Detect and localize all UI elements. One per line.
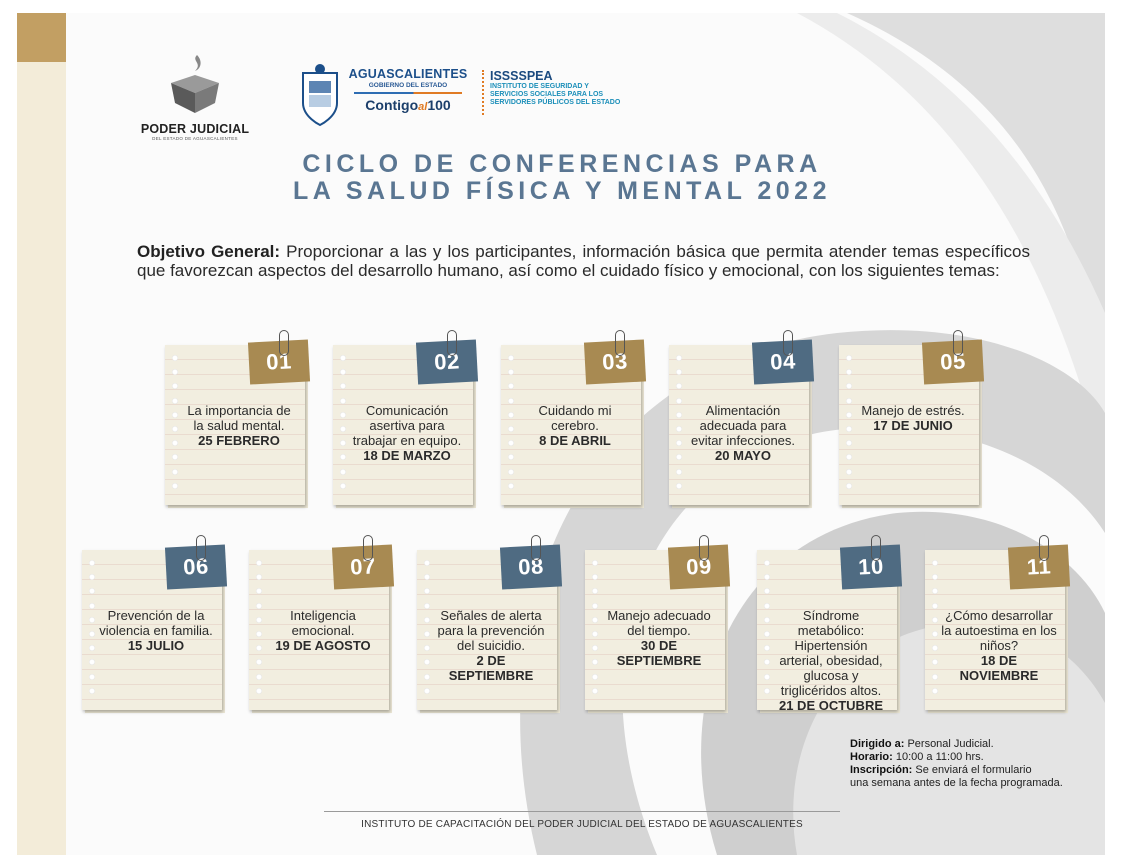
note-hole <box>592 588 598 594</box>
note-hole <box>172 426 178 432</box>
note-hole <box>676 369 682 375</box>
note-hole <box>846 355 852 361</box>
note-hole <box>508 355 514 361</box>
note-date: 20 MAYO <box>715 448 771 463</box>
note-hole <box>764 631 770 637</box>
conference-note <box>925 550 1065 710</box>
conference-note <box>757 550 897 713</box>
note-hole <box>340 440 346 446</box>
note-hole <box>846 483 852 489</box>
note-holes <box>932 560 938 702</box>
note-hole <box>172 469 178 475</box>
paperclip-icon <box>447 330 457 356</box>
objective-text: Proporcionar a las y los participantes, información básica que permita atender temas específicos que favorezcan aspectos del desarrollo humano, así como el cuidado físico y emocional, con los siguientes temas: <box>137 242 1031 280</box>
note-holes <box>340 355 346 497</box>
note-number-tag: 05 <box>922 339 984 384</box>
note-hole <box>846 440 852 446</box>
note-hole <box>424 574 430 580</box>
paperclip-icon <box>279 330 289 356</box>
note-hole <box>424 631 430 637</box>
note-hole <box>256 560 262 566</box>
note-hole <box>424 617 430 623</box>
horario-row <box>850 751 1090 764</box>
note-hole <box>508 469 514 475</box>
conference-note <box>417 550 557 710</box>
note-hole <box>508 454 514 460</box>
note-topic: Cuidando mi cerebro. <box>538 403 612 433</box>
note-date: 18 DE MARZO <box>363 448 451 463</box>
note-hole <box>846 398 852 404</box>
note-hole <box>932 617 938 623</box>
left-accent-bar <box>17 13 66 855</box>
note-holes <box>256 560 262 702</box>
note-hole <box>172 355 178 361</box>
dirigido-row <box>850 738 1090 751</box>
note-hole <box>340 412 346 418</box>
note-hole <box>592 659 598 665</box>
note-hole <box>592 674 598 680</box>
note-hole <box>764 688 770 694</box>
main-title-line-1: CICLO DE CONFERENCIAS PARA <box>302 150 822 178</box>
note-hole <box>89 659 95 665</box>
conference-note <box>249 550 389 710</box>
dirigido-value: Personal Judicial. <box>904 738 994 750</box>
note-hole <box>508 426 514 432</box>
note-holes <box>89 560 95 702</box>
paperclip-icon <box>196 535 206 561</box>
note-hole <box>592 688 598 694</box>
note-hole <box>172 398 178 404</box>
note-hole <box>676 398 682 404</box>
note-hole <box>256 574 262 580</box>
issspea-name: ISSSSPEA <box>490 69 553 83</box>
note-topic: ¿Cómo desarrollar la autoestima en los niños? <box>941 608 1057 653</box>
note-hole <box>764 659 770 665</box>
note-hole <box>89 574 95 580</box>
note-hole <box>89 560 95 566</box>
note-topic: Síndrome metabólico: Hipertensión arterial, obesidad, glucosa y triglicéridos altos. <box>779 608 883 698</box>
note-hole <box>508 369 514 375</box>
paperclip-icon <box>783 330 793 356</box>
note-body <box>265 608 381 653</box>
note-holes <box>172 355 178 497</box>
note-number-tag: 06 <box>165 544 227 589</box>
note-hole <box>424 560 430 566</box>
note-hole <box>424 603 430 609</box>
note-number-tag: 10 <box>840 544 902 589</box>
note-hole <box>508 440 514 446</box>
note-hole <box>256 659 262 665</box>
note-number-tag: 08 <box>500 544 562 589</box>
main-title-line-2: LA SALUD FÍSICA Y MENTAL 2022 <box>293 177 831 205</box>
poder-judicial-logo <box>135 53 255 141</box>
note-hole <box>676 412 682 418</box>
note-hole <box>340 483 346 489</box>
note-topic: Prevención de la violencia en familia. <box>99 608 213 638</box>
paperclip-icon <box>531 535 541 561</box>
note-hole <box>508 398 514 404</box>
horario-value: 10:00 a 11:00 hrs. <box>892 751 984 763</box>
note-hole <box>340 398 346 404</box>
note-hole <box>764 560 770 566</box>
note-hole <box>172 440 178 446</box>
conference-note <box>82 550 222 710</box>
note-hole <box>256 674 262 680</box>
note-hole <box>676 426 682 432</box>
inscripcion-label: Inscripción: <box>850 764 913 776</box>
note-holes <box>846 355 852 497</box>
note-hole <box>932 588 938 594</box>
note-hole <box>846 426 852 432</box>
note-hole <box>256 588 262 594</box>
event-info <box>850 738 1090 790</box>
note-hole <box>89 688 95 694</box>
note-topic: Señales de alerta para la prevención del suicidio. <box>437 608 545 653</box>
note-hole <box>592 617 598 623</box>
left-accent-swatch <box>17 13 66 62</box>
note-topic: Inteligencia emocional. <box>290 608 356 638</box>
aguascalientes-name: AGUASCALIENTES <box>348 67 468 81</box>
note-number-tag: 04 <box>752 339 814 384</box>
flyer-page <box>17 13 1105 855</box>
slogan-main: Contigo <box>365 97 419 113</box>
conference-note <box>585 550 725 710</box>
note-hole <box>340 383 346 389</box>
note-date: 25 FEBRERO <box>198 433 280 448</box>
logo-divider <box>482 70 484 115</box>
note-hole <box>676 483 682 489</box>
footer-rule <box>324 811 840 812</box>
note-hole <box>172 383 178 389</box>
aguascalientes-rule <box>354 92 462 94</box>
note-hole <box>340 355 346 361</box>
note-hole <box>340 469 346 475</box>
note-hole <box>764 588 770 594</box>
note-hole <box>592 631 598 637</box>
note-number-tag: 07 <box>332 544 394 589</box>
horario-label: Horario: <box>850 751 893 763</box>
note-date: 15 JULIO <box>127 638 185 653</box>
paperclip-icon <box>871 535 881 561</box>
note-hole <box>89 631 95 637</box>
aguascalientes-crest-icon <box>295 63 345 129</box>
note-date: 30 DE SEPTIEMBRE <box>616 638 702 668</box>
contigo-al-100-slogan <box>348 97 468 113</box>
note-hole <box>592 560 598 566</box>
note-topic: Manejo de estrés. <box>861 403 965 418</box>
note-topic: Comunicación asertiva para trabajar en equipo. <box>352 403 462 448</box>
note-holes <box>764 560 770 702</box>
poder-judicial-title: PODER JUDICIAL <box>140 122 250 136</box>
note-hole <box>89 588 95 594</box>
note-body <box>433 608 549 683</box>
conference-note <box>669 345 809 505</box>
note-hole <box>172 483 178 489</box>
note-hole <box>424 674 430 680</box>
note-body <box>181 403 297 448</box>
note-body <box>517 403 633 448</box>
note-hole <box>256 645 262 651</box>
issspea-line-1: INSTITUTO DE SEGURIDAD Y <box>490 83 589 90</box>
note-hole <box>424 645 430 651</box>
inscripcion-value: Se enviará el formulario <box>912 764 1032 776</box>
note-body <box>601 608 717 668</box>
issspea-logo <box>490 69 650 107</box>
note-hole <box>932 560 938 566</box>
gobierno-del-estado-label: GOBIERNO DEL ESTADO <box>368 82 448 89</box>
note-hole <box>932 631 938 637</box>
note-topic: Alimentación adecuada para evitar infecciones. <box>690 403 796 448</box>
note-hole <box>340 426 346 432</box>
note-holes <box>508 355 514 497</box>
note-date: 19 DE AGOSTO <box>275 638 371 653</box>
note-date: 18 DE NOVIEMBRE <box>959 653 1039 683</box>
note-hole <box>932 645 938 651</box>
note-hole <box>256 631 262 637</box>
note-hole <box>424 588 430 594</box>
note-topic: La importancia de la salud mental. <box>187 403 291 433</box>
inscripcion-row <box>850 764 1090 777</box>
note-hole <box>340 454 346 460</box>
note-hole <box>846 454 852 460</box>
note-hole <box>424 688 430 694</box>
note-hole <box>764 603 770 609</box>
poder-judicial-emblem-icon <box>165 53 225 115</box>
note-hole <box>508 483 514 489</box>
note-number-tag: 02 <box>416 339 478 384</box>
note-hole <box>172 454 178 460</box>
note-hole <box>846 412 852 418</box>
issspea-line-2: SERVICIOS SOCIALES PARA LOS <box>490 91 604 98</box>
note-date: 8 DE ABRIL <box>539 433 611 448</box>
note-hole <box>846 369 852 375</box>
dirigido-label: Dirigido a: <box>850 738 905 750</box>
issspea-line-3: SERVIDORES PÚBLICOS DEL ESTADO <box>490 99 621 106</box>
note-hole <box>592 603 598 609</box>
note-number-tag: 09 <box>668 544 730 589</box>
note-date: 17 DE JUNIO <box>873 418 953 433</box>
note-holes <box>592 560 598 702</box>
note-hole <box>764 617 770 623</box>
note-number-tag: 11 <box>1008 544 1070 589</box>
note-hole <box>340 369 346 375</box>
note-hole <box>676 355 682 361</box>
conference-note <box>165 345 305 505</box>
objective-paragraph <box>137 242 1030 280</box>
note-hole <box>932 688 938 694</box>
note-hole <box>172 412 178 418</box>
aguascalientes-logo <box>295 63 621 134</box>
note-body <box>685 403 801 463</box>
note-hole <box>932 659 938 665</box>
note-hole <box>676 440 682 446</box>
note-hole <box>592 645 598 651</box>
note-hole <box>764 574 770 580</box>
paperclip-icon <box>953 330 963 356</box>
slogan-al: al <box>418 101 428 113</box>
paperclip-icon <box>699 535 709 561</box>
poder-judicial-subtitle: DEL ESTADO DE AGUASCALIENTES <box>152 136 238 141</box>
slogan-num: 100 <box>427 97 451 113</box>
conference-note <box>501 345 641 505</box>
note-hole <box>846 469 852 475</box>
note-body <box>941 608 1057 683</box>
footer-text: INSTITUTO DE CAPACITACIÓN DEL PODER JUDICIAL DEL ESTADO DE AGUASCALIENTES <box>361 819 803 830</box>
inscripcion-row-2: una semana antes de la fecha programada. <box>850 777 1063 789</box>
objective-label: Objetivo General: <box>137 242 281 261</box>
note-hole <box>932 674 938 680</box>
note-topic: Manejo adecuado del tiempo. <box>607 608 711 638</box>
note-body <box>773 608 889 713</box>
paperclip-icon <box>363 535 373 561</box>
note-hole <box>764 674 770 680</box>
main-title <box>187 151 937 205</box>
note-hole <box>508 383 514 389</box>
note-hole <box>592 574 598 580</box>
note-hole <box>256 688 262 694</box>
conference-note <box>333 345 473 505</box>
note-body <box>855 403 971 433</box>
note-date: 21 DE OCTUBRE <box>778 698 884 713</box>
note-hole <box>676 383 682 389</box>
note-hole <box>846 383 852 389</box>
note-number-tag: 03 <box>584 339 646 384</box>
note-hole <box>89 674 95 680</box>
note-hole <box>256 617 262 623</box>
note-hole <box>424 659 430 665</box>
note-hole <box>676 469 682 475</box>
note-date: 2 DE SEPTIEMBRE <box>448 653 534 683</box>
paperclip-icon <box>615 330 625 356</box>
note-body <box>98 608 214 653</box>
note-body <box>349 403 465 463</box>
note-hole <box>89 617 95 623</box>
note-hole <box>172 369 178 375</box>
note-hole <box>256 603 262 609</box>
note-hole <box>932 603 938 609</box>
conference-note <box>839 345 979 505</box>
note-hole <box>676 454 682 460</box>
note-hole <box>764 645 770 651</box>
paperclip-icon <box>1039 535 1049 561</box>
note-holes <box>676 355 682 497</box>
note-number-tag: 01 <box>248 339 310 384</box>
note-hole <box>932 574 938 580</box>
note-hole <box>89 603 95 609</box>
note-hole <box>89 645 95 651</box>
note-holes <box>424 560 430 702</box>
note-hole <box>508 412 514 418</box>
